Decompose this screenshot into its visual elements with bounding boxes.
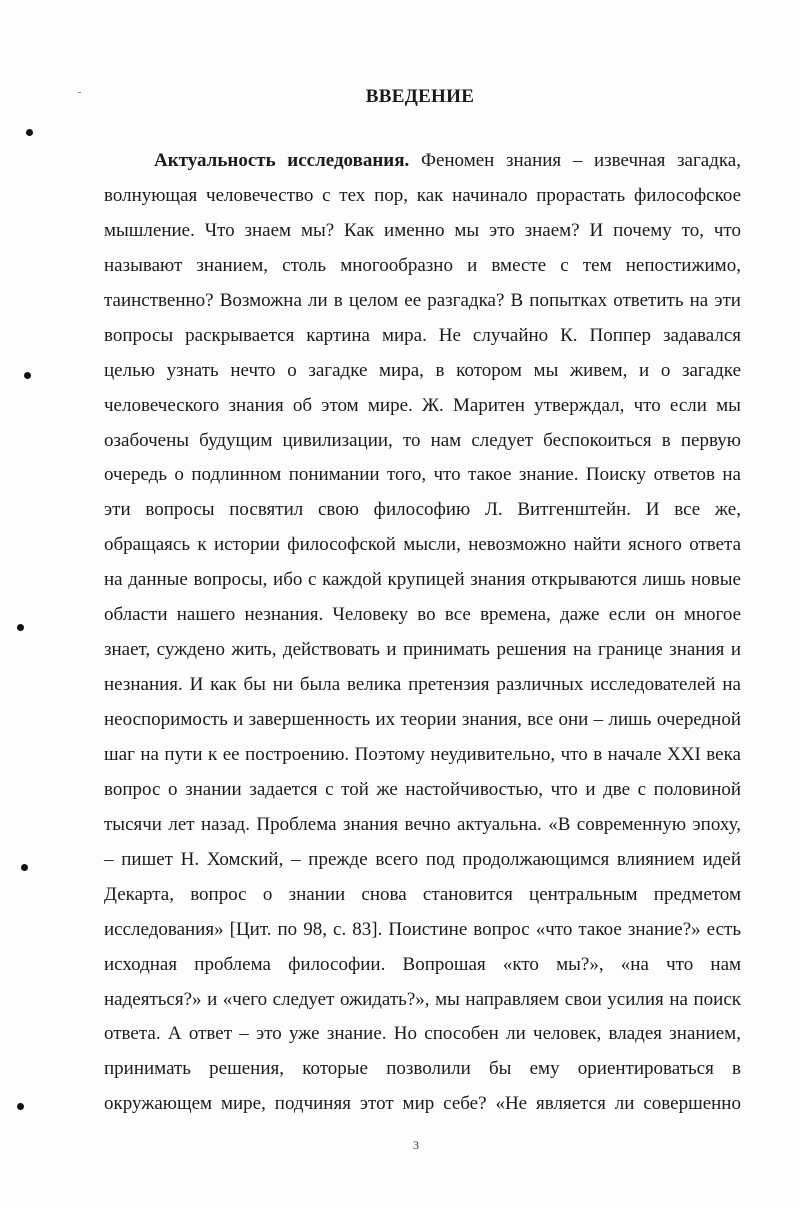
text-line: человеческого знания об этом мире. Ж. Маритен утверждал, что если мы — [104, 394, 741, 416]
text-line: таинственно? Возможна ли в целом ее разгадка? В попытках ответить на эти — [104, 289, 741, 311]
text-line: называют знанием, столь многообразно и вместе с тем непостижимо, — [104, 254, 741, 276]
text-line: окружающем мире, подчиняя этот мир себе? «Не является ли совершенно — [104, 1093, 741, 1115]
lead-phrase: Актуальность исследования. — [154, 150, 410, 171]
text-line: исследования» [Цит. по 98, с. 83]. Поистине вопрос «что такое знание?» есть — [104, 918, 741, 940]
binding-hole-mark — [24, 372, 31, 379]
page-title: ВВЕДЕНИЕ — [365, 86, 475, 107]
text-line: Декарта, вопрос о знании снова становится центральным предметом — [104, 883, 741, 905]
text-line-rest: Феномен знания – извечная загадка, — [409, 150, 741, 171]
binding-hole-mark — [17, 624, 24, 631]
text-line: области нашего незнания. Человеку во все времена, даже если он многое — [104, 604, 742, 626]
text-line: целью узнать нечто о загадке мира, в котором мы живем, и о загадке — [104, 359, 742, 381]
text-line: эти вопросы посвятил свою философию Л. Витгенштейн. И все же, — [104, 499, 741, 521]
binding-hole-mark — [26, 129, 33, 136]
text-line: надеяться?» и «чего следует ожидать?», мы направляем свои усилия на поиск — [104, 988, 741, 1010]
text-line: на данные вопросы, ибо с каждой крупицей знания открываются лишь новые — [104, 569, 741, 591]
binding-hole-mark — [17, 1103, 24, 1110]
text-line: шаг на пути к ее построению. Поэтому неудивительно, что в начале XXI века — [104, 743, 741, 765]
text-line: обращаясь к истории философской мысли, невозможно найти ясного ответа — [104, 534, 742, 556]
text-line: вопрос о знании задается с той же настойчивостью, что и две с половиной — [104, 778, 742, 800]
text-line: исходная проблема философии. Вопрошая «кто мы?», «на что нам — [104, 953, 742, 975]
text-line: знает, суждено жить, действовать и принимать решения на границе знания и — [104, 639, 742, 661]
page-number: 3 — [413, 1138, 419, 1152]
text-line: ответа. А ответ – это уже знание. Но способен ли человек, владея знанием, — [104, 1023, 741, 1045]
binding-hole-mark — [21, 864, 28, 871]
text-line: очередь о подлинном понимании того, что такое знание. Поиску ответов на — [104, 464, 741, 486]
text-line: волнующая человечество с тех пор, как начинало прорастать философское — [104, 184, 742, 206]
text-line: неоспоримость и завершенность их теории знания, все они – лишь очередной — [104, 709, 742, 730]
text-line: озабочены будущим цивилизации, то нам следует беспокоиться в первую — [104, 429, 741, 451]
body-paragraph — [104, 144, 741, 1122]
text-line: мышление. Что знаем мы? Как именно мы это знаем? И почему то, что — [104, 219, 741, 241]
text-line: незнания. И как бы ни была велика претензия различных исследователей на — [104, 674, 741, 696]
text-line: тысячи лет назад. Проблема знания вечно актуальна. «В современную эпоху, — [104, 813, 741, 835]
text-line: вопросы раскрывается картина мира. Не случайно К. Поппер задавался — [104, 324, 741, 346]
text-line: принимать решения, которые позволили бы ему ориентироваться в — [104, 1058, 742, 1080]
text-line: – пишет Н. Хомский, – прежде всего под продолжающимся влиянием идей — [104, 848, 742, 870]
text-line — [104, 144, 741, 179]
